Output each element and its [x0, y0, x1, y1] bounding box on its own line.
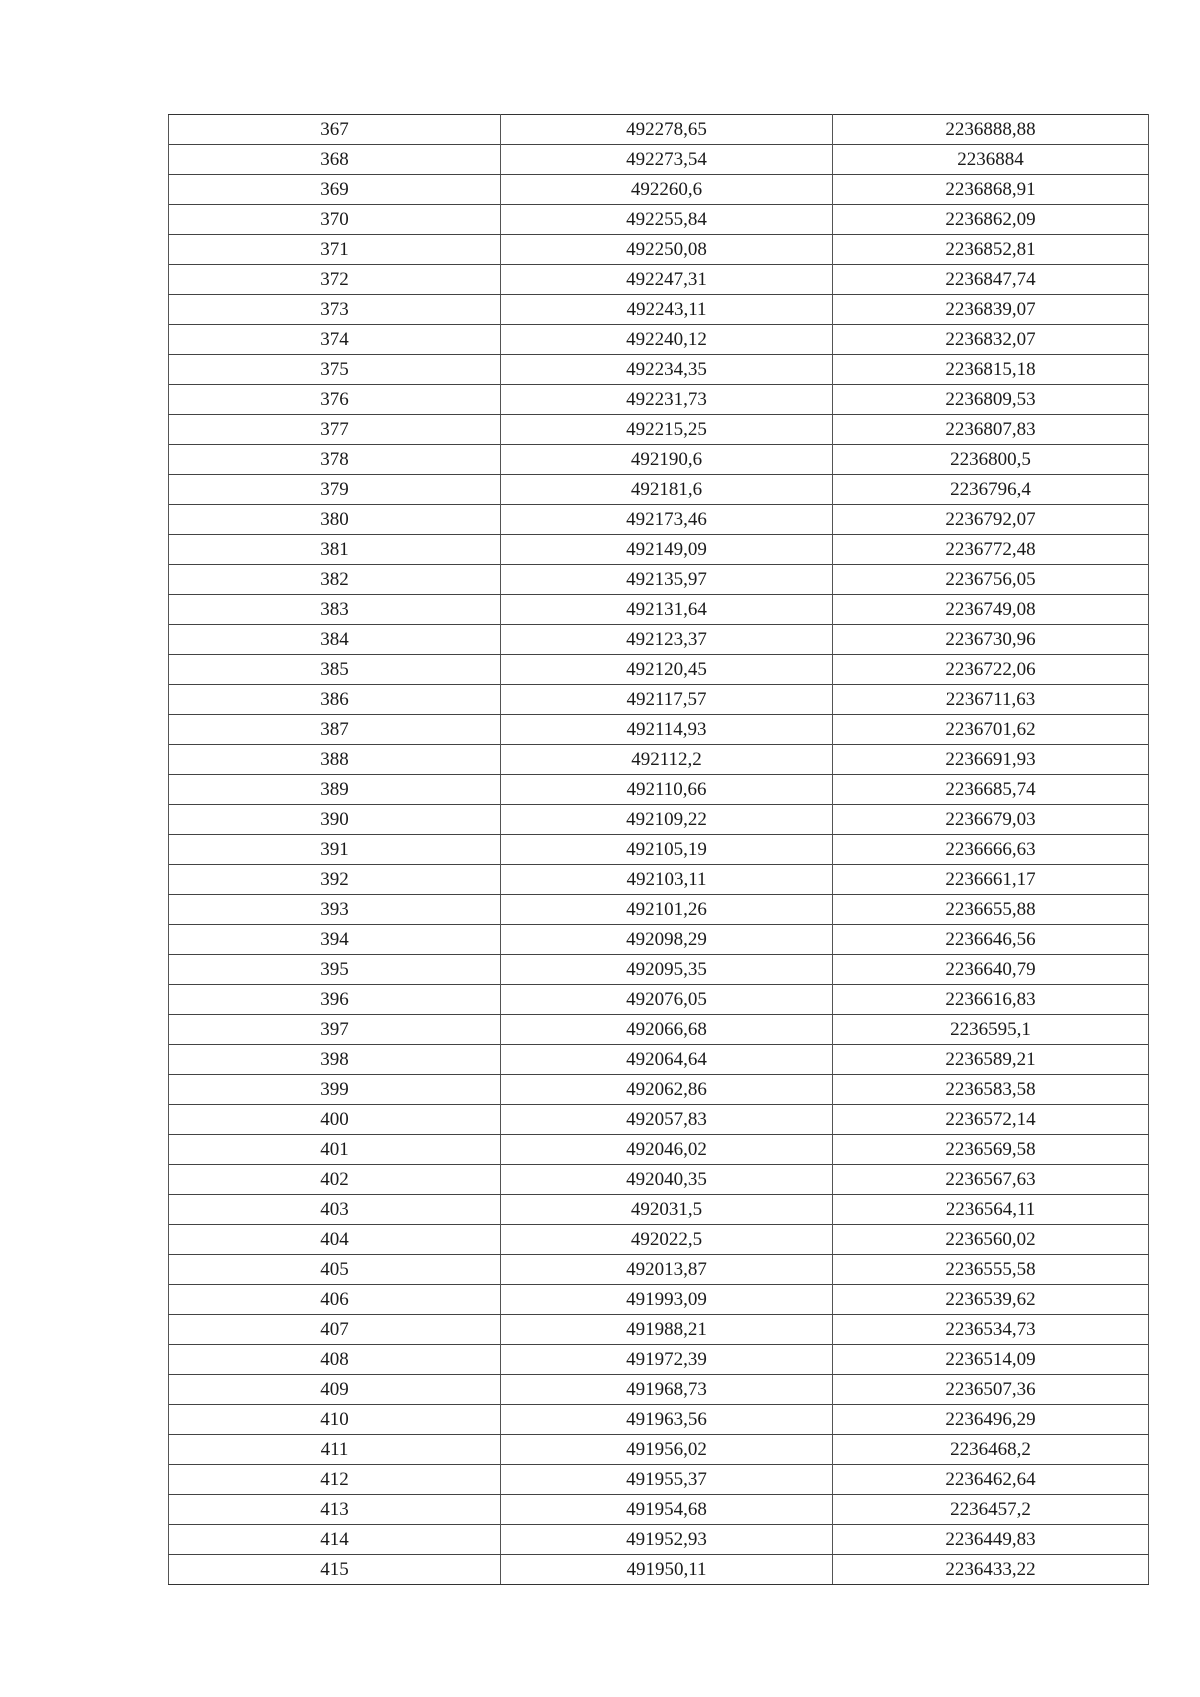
- table-row: [169, 925, 1149, 955]
- x-coordinate-cell: 492076,05: [501, 985, 833, 1015]
- y-coordinate-cell: 2236661,17: [833, 865, 1149, 895]
- y-coordinate-cell: 2236462,64: [833, 1465, 1149, 1495]
- y-coordinate-cell: 2236457,2: [833, 1495, 1149, 1525]
- table-row: [169, 805, 1149, 835]
- x-coordinate-cell: 492273,54: [501, 145, 833, 175]
- table-row: [169, 205, 1149, 235]
- point-number-cell: 369: [169, 175, 501, 205]
- table-row: [169, 535, 1149, 565]
- point-number-cell: 373: [169, 295, 501, 325]
- x-coordinate-cell: 491993,09: [501, 1285, 833, 1315]
- point-number-cell: 400: [169, 1105, 501, 1135]
- y-coordinate-cell: 2236514,09: [833, 1345, 1149, 1375]
- x-coordinate-cell: 492190,6: [501, 445, 833, 475]
- y-coordinate-cell: 2236679,03: [833, 805, 1149, 835]
- y-coordinate-cell: 2236507,36: [833, 1375, 1149, 1405]
- x-coordinate-cell: 492247,31: [501, 265, 833, 295]
- point-number-cell: 389: [169, 775, 501, 805]
- point-number-cell: 375: [169, 355, 501, 385]
- y-coordinate-cell: 2236646,56: [833, 925, 1149, 955]
- x-coordinate-cell: 492098,29: [501, 925, 833, 955]
- point-number-cell: 388: [169, 745, 501, 775]
- point-number-cell: 412: [169, 1465, 501, 1495]
- x-coordinate-cell: 492022,5: [501, 1225, 833, 1255]
- point-number-cell: 394: [169, 925, 501, 955]
- x-coordinate-cell: 492234,35: [501, 355, 833, 385]
- point-number-cell: 413: [169, 1495, 501, 1525]
- y-coordinate-cell: 2236847,74: [833, 265, 1149, 295]
- x-coordinate-cell: 491988,21: [501, 1315, 833, 1345]
- y-coordinate-cell: 2236589,21: [833, 1045, 1149, 1075]
- table-row: [169, 265, 1149, 295]
- y-coordinate-cell: 2236862,09: [833, 205, 1149, 235]
- table-row: [169, 235, 1149, 265]
- point-number-cell: 391: [169, 835, 501, 865]
- coordinates-table: [168, 114, 1149, 1585]
- point-number-cell: 408: [169, 1345, 501, 1375]
- point-number-cell: 376: [169, 385, 501, 415]
- x-coordinate-cell: 492040,35: [501, 1165, 833, 1195]
- x-coordinate-cell: 492064,64: [501, 1045, 833, 1075]
- y-coordinate-cell: 2236807,83: [833, 415, 1149, 445]
- point-number-cell: 381: [169, 535, 501, 565]
- y-coordinate-cell: 2236569,58: [833, 1135, 1149, 1165]
- point-number-cell: 380: [169, 505, 501, 535]
- point-number-cell: 405: [169, 1255, 501, 1285]
- point-number-cell: 387: [169, 715, 501, 745]
- x-coordinate-cell: 492243,11: [501, 295, 833, 325]
- point-number-cell: 390: [169, 805, 501, 835]
- table-row: [169, 955, 1149, 985]
- x-coordinate-cell: 492278,65: [501, 115, 833, 145]
- table-row: [169, 1315, 1149, 1345]
- table-row: [169, 715, 1149, 745]
- x-coordinate-cell: 492173,46: [501, 505, 833, 535]
- y-coordinate-cell: 2236749,08: [833, 595, 1149, 625]
- point-number-cell: 399: [169, 1075, 501, 1105]
- x-coordinate-cell: 492240,12: [501, 325, 833, 355]
- x-coordinate-cell: 491954,68: [501, 1495, 833, 1525]
- y-coordinate-cell: 2236595,1: [833, 1015, 1149, 1045]
- y-coordinate-cell: 2236809,53: [833, 385, 1149, 415]
- table-row: [169, 985, 1149, 1015]
- y-coordinate-cell: 2236772,48: [833, 535, 1149, 565]
- x-coordinate-cell: 492215,25: [501, 415, 833, 445]
- table-row: [169, 325, 1149, 355]
- y-coordinate-cell: 2236616,83: [833, 985, 1149, 1015]
- x-coordinate-cell: 491952,93: [501, 1525, 833, 1555]
- x-coordinate-cell: 492101,26: [501, 895, 833, 925]
- point-number-cell: 382: [169, 565, 501, 595]
- y-coordinate-cell: 2236583,58: [833, 1075, 1149, 1105]
- table-row: [169, 1195, 1149, 1225]
- y-coordinate-cell: 2236666,63: [833, 835, 1149, 865]
- x-coordinate-cell: 492109,22: [501, 805, 833, 835]
- y-coordinate-cell: 2236868,91: [833, 175, 1149, 205]
- x-coordinate-cell: 492131,64: [501, 595, 833, 625]
- point-number-cell: 379: [169, 475, 501, 505]
- x-coordinate-cell: 492250,08: [501, 235, 833, 265]
- table-row: [169, 1075, 1149, 1105]
- point-number-cell: 371: [169, 235, 501, 265]
- x-coordinate-cell: 492046,02: [501, 1135, 833, 1165]
- y-coordinate-cell: 2236722,06: [833, 655, 1149, 685]
- table-row: [169, 175, 1149, 205]
- point-number-cell: 384: [169, 625, 501, 655]
- y-coordinate-cell: 2236468,2: [833, 1435, 1149, 1465]
- y-coordinate-cell: 2236655,88: [833, 895, 1149, 925]
- table-row: [169, 415, 1149, 445]
- table-row: [169, 115, 1149, 145]
- y-coordinate-cell: 2236815,18: [833, 355, 1149, 385]
- y-coordinate-cell: 2236567,63: [833, 1165, 1149, 1195]
- point-number-cell: 398: [169, 1045, 501, 1075]
- x-coordinate-cell: 492066,68: [501, 1015, 833, 1045]
- table-row: [169, 1255, 1149, 1285]
- point-number-cell: 393: [169, 895, 501, 925]
- x-coordinate-cell: 492112,2: [501, 745, 833, 775]
- table-row: [169, 295, 1149, 325]
- x-coordinate-cell: 492149,09: [501, 535, 833, 565]
- y-coordinate-cell: 2236564,11: [833, 1195, 1149, 1225]
- point-number-cell: 378: [169, 445, 501, 475]
- x-coordinate-cell: 491956,02: [501, 1435, 833, 1465]
- point-number-cell: 414: [169, 1525, 501, 1555]
- table-row: [169, 745, 1149, 775]
- table-row: [169, 775, 1149, 805]
- point-number-cell: 385: [169, 655, 501, 685]
- table-row: [169, 1015, 1149, 1045]
- y-coordinate-cell: 2236496,29: [833, 1405, 1149, 1435]
- table-row: [169, 1105, 1149, 1135]
- x-coordinate-cell: 492135,97: [501, 565, 833, 595]
- x-coordinate-cell: 492123,37: [501, 625, 833, 655]
- x-coordinate-cell: 492231,73: [501, 385, 833, 415]
- x-coordinate-cell: 491968,73: [501, 1375, 833, 1405]
- table-row: [169, 145, 1149, 175]
- y-coordinate-cell: 2236730,96: [833, 625, 1149, 655]
- table-row: [169, 1435, 1149, 1465]
- x-coordinate-cell: 492031,5: [501, 1195, 833, 1225]
- coordinates-table-body: [169, 115, 1149, 1585]
- table-row: [169, 1465, 1149, 1495]
- point-number-cell: 372: [169, 265, 501, 295]
- x-coordinate-cell: 491972,39: [501, 1345, 833, 1375]
- y-coordinate-cell: 2236640,79: [833, 955, 1149, 985]
- y-coordinate-cell: 2236433,22: [833, 1555, 1149, 1585]
- table-row: [169, 475, 1149, 505]
- point-number-cell: 409: [169, 1375, 501, 1405]
- point-number-cell: 396: [169, 985, 501, 1015]
- table-row: [169, 835, 1149, 865]
- y-coordinate-cell: 2236685,74: [833, 775, 1149, 805]
- table-row: [169, 1285, 1149, 1315]
- point-number-cell: 374: [169, 325, 501, 355]
- table-row: [169, 505, 1149, 535]
- point-number-cell: 368: [169, 145, 501, 175]
- point-number-cell: 401: [169, 1135, 501, 1165]
- y-coordinate-cell: 2236756,05: [833, 565, 1149, 595]
- x-coordinate-cell: 492103,11: [501, 865, 833, 895]
- point-number-cell: 415: [169, 1555, 501, 1585]
- y-coordinate-cell: 2236884: [833, 145, 1149, 175]
- table-row: [169, 1225, 1149, 1255]
- point-number-cell: 403: [169, 1195, 501, 1225]
- table-row: [169, 1405, 1149, 1435]
- table-row: [169, 625, 1149, 655]
- point-number-cell: 377: [169, 415, 501, 445]
- y-coordinate-cell: 2236560,02: [833, 1225, 1149, 1255]
- point-number-cell: 402: [169, 1165, 501, 1195]
- point-number-cell: 386: [169, 685, 501, 715]
- x-coordinate-cell: 492120,45: [501, 655, 833, 685]
- table-row: [169, 1165, 1149, 1195]
- table-row: [169, 895, 1149, 925]
- y-coordinate-cell: 2236800,5: [833, 445, 1149, 475]
- point-number-cell: 404: [169, 1225, 501, 1255]
- y-coordinate-cell: 2236888,88: [833, 115, 1149, 145]
- point-number-cell: 406: [169, 1285, 501, 1315]
- x-coordinate-cell: 492181,6: [501, 475, 833, 505]
- y-coordinate-cell: 2236792,07: [833, 505, 1149, 535]
- x-coordinate-cell: 491963,56: [501, 1405, 833, 1435]
- y-coordinate-cell: 2236572,14: [833, 1105, 1149, 1135]
- table-row: [169, 1345, 1149, 1375]
- point-number-cell: 407: [169, 1315, 501, 1345]
- y-coordinate-cell: 2236796,4: [833, 475, 1149, 505]
- table-row: [169, 1135, 1149, 1165]
- x-coordinate-cell: 492260,6: [501, 175, 833, 205]
- x-coordinate-cell: 492095,35: [501, 955, 833, 985]
- y-coordinate-cell: 2236449,83: [833, 1525, 1149, 1555]
- x-coordinate-cell: 491955,37: [501, 1465, 833, 1495]
- x-coordinate-cell: 492105,19: [501, 835, 833, 865]
- y-coordinate-cell: 2236701,62: [833, 715, 1149, 745]
- point-number-cell: 397: [169, 1015, 501, 1045]
- table-row: [169, 685, 1149, 715]
- table-row: [169, 445, 1149, 475]
- table-row: [169, 1495, 1149, 1525]
- table-row: [169, 1045, 1149, 1075]
- y-coordinate-cell: 2236539,62: [833, 1285, 1149, 1315]
- x-coordinate-cell: 492110,66: [501, 775, 833, 805]
- point-number-cell: 367: [169, 115, 501, 145]
- table-row: [169, 385, 1149, 415]
- table-row: [169, 1375, 1149, 1405]
- table-row: [169, 1555, 1149, 1585]
- x-coordinate-cell: 492062,86: [501, 1075, 833, 1105]
- point-number-cell: 392: [169, 865, 501, 895]
- y-coordinate-cell: 2236839,07: [833, 295, 1149, 325]
- table-row: [169, 865, 1149, 895]
- point-number-cell: 395: [169, 955, 501, 985]
- point-number-cell: 411: [169, 1435, 501, 1465]
- point-number-cell: 410: [169, 1405, 501, 1435]
- x-coordinate-cell: 492013,87: [501, 1255, 833, 1285]
- x-coordinate-cell: 492117,57: [501, 685, 833, 715]
- y-coordinate-cell: 2236555,58: [833, 1255, 1149, 1285]
- table-row: [169, 655, 1149, 685]
- y-coordinate-cell: 2236711,63: [833, 685, 1149, 715]
- x-coordinate-cell: 492255,84: [501, 205, 833, 235]
- point-number-cell: 370: [169, 205, 501, 235]
- y-coordinate-cell: 2236534,73: [833, 1315, 1149, 1345]
- y-coordinate-cell: 2236852,81: [833, 235, 1149, 265]
- y-coordinate-cell: 2236832,07: [833, 325, 1149, 355]
- x-coordinate-cell: 492057,83: [501, 1105, 833, 1135]
- table-row: [169, 1525, 1149, 1555]
- table-row: [169, 565, 1149, 595]
- table-row: [169, 355, 1149, 385]
- y-coordinate-cell: 2236691,93: [833, 745, 1149, 775]
- point-number-cell: 383: [169, 595, 501, 625]
- x-coordinate-cell: 492114,93: [501, 715, 833, 745]
- x-coordinate-cell: 491950,11: [501, 1555, 833, 1585]
- table-row: [169, 595, 1149, 625]
